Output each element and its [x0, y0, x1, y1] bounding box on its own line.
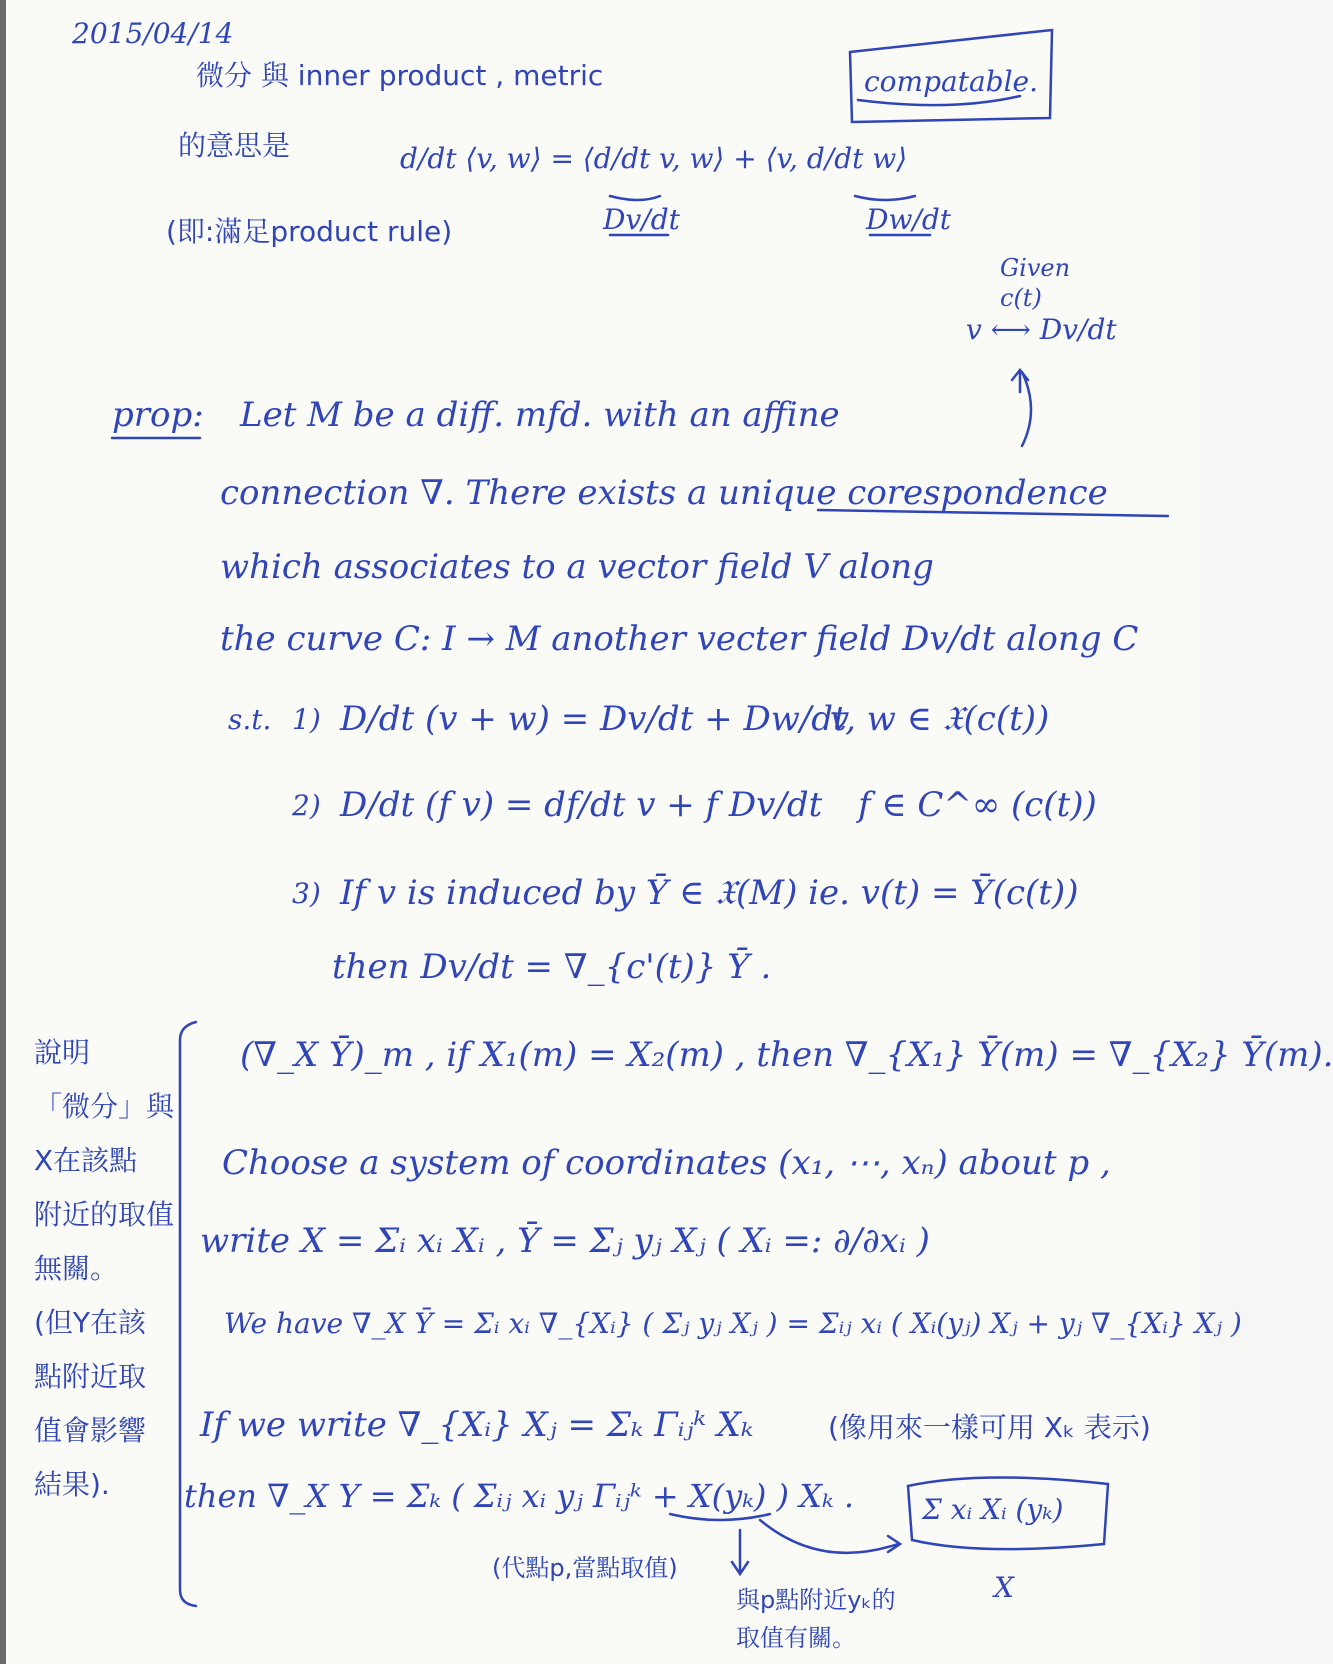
item-1-cond: v, w ∈ 𝔛(c(t))	[830, 699, 1050, 739]
item-1-num: 1)	[292, 703, 321, 736]
v-correspondence: v ⟷ Dv/dt	[966, 313, 1117, 346]
dw-dt-label: Dw/dt	[866, 203, 952, 236]
affine-bracket	[1022, 372, 1031, 446]
side-note-line: 「微分」與	[34, 1090, 175, 1123]
proof-under-x: X	[994, 1571, 1014, 1604]
proof-line-2: Choose a system of coordinates (x₁, ⋯, xₙ) about p ,	[222, 1143, 1111, 1183]
product-rule-note: (即:滿足product rule)	[166, 215, 453, 248]
side-note-line: 說明	[34, 1036, 91, 1069]
down-arrow	[732, 1530, 748, 1574]
prop-line-2: connection ∇. There exists a unique corespondence	[220, 473, 1108, 513]
proof-under-1: (代點p,當點取值)	[492, 1554, 678, 1582]
prop-line-1: Let M be a diff. mfd. with an affine	[240, 395, 840, 435]
prop-line-3: which associates to a vector field V along	[220, 547, 934, 587]
side-note-line: 點附近取	[34, 1360, 147, 1393]
page-edge	[0, 0, 6, 1664]
side-note	[34, 1026, 184, 1512]
proof-line-5-note: (像用來一樣可用 Xₖ 表示)	[828, 1411, 1151, 1444]
side-note-line: 附近的取值	[34, 1198, 175, 1231]
proof-under-2: 與p點附近yₖ的	[736, 1586, 896, 1614]
proof-line-4: We have ∇_X Ȳ = Σᵢ xᵢ ∇_{Xᵢ} ( Σⱼ yⱼ Xⱼ ) = Σᵢⱼ xᵢ ( Xᵢ(yⱼ) Xⱼ + yⱼ ∇_{Xᵢ} Xⱼ )	[224, 1307, 1242, 1340]
proof-line-3: write X = Σᵢ xᵢ Xᵢ , Ȳ = Σⱼ yⱼ Xⱼ ( Xᵢ =: ∂/∂xᵢ )	[200, 1221, 930, 1261]
prop-label: prop:	[112, 395, 204, 435]
item-1-eq: D/dt (v + w) = Dv/dt + Dw/dt	[340, 699, 847, 739]
proof-summary: Σ xᵢ Xᵢ (yₖ)	[922, 1493, 1064, 1526]
prop-line-4: the curve C: I → M another vecter field Dv/dt along C	[220, 619, 1139, 659]
underbrace-1	[610, 196, 660, 200]
ct-label: c(t)	[1000, 284, 1042, 312]
item-2-eq: D/dt (f v) = df/dt v + f Dv/dt	[340, 785, 823, 825]
given-label: Given	[1000, 254, 1071, 282]
proof-line-5: If we write ∇_{Xᵢ} Xⱼ = Σₖ Γᵢⱼᵏ Xₖ	[200, 1405, 754, 1445]
item-2-cond: f ∈ C^∞ (c(t))	[858, 785, 1097, 825]
affine-arrow	[1012, 370, 1028, 392]
product-rule-formula: d/dt ⟨v, w⟩ = ⟨d/dt v, w⟩ + ⟨v, d/dt w⟩	[400, 142, 908, 175]
item-3-num: 3)	[292, 877, 321, 910]
dv-dt-label: Dv/dt	[603, 203, 680, 236]
side-note-line: 無關。	[34, 1252, 119, 1285]
compat-word: compatable.	[864, 65, 1039, 98]
proof-under-3: 取值有關。	[736, 1624, 856, 1652]
side-note-line: (但Y在該	[34, 1306, 147, 1339]
header-line2: 的意思是	[178, 129, 291, 162]
header-line1: 微分 與 inner product , metric	[196, 59, 604, 92]
side-note-line: 值會影響	[34, 1414, 147, 1447]
proof-line-1: (∇_X Ȳ)_m , if X₁(m) = X₂(m) , then ∇_{X₁} Ȳ(m) = ∇_{X₂} Ȳ(m).	[240, 1035, 1333, 1075]
item-3-then: then Dv/dt = ∇_{c'(t)} Ȳ .	[332, 947, 772, 987]
side-note-line: X在該點	[34, 1144, 138, 1177]
side-note-line: 結果).	[34, 1468, 110, 1501]
proof-line-6: then ∇_X Y = Σₖ ( Σᵢⱼ xᵢ yⱼ Γᵢⱼᵏ + X(yₖ) ) Xₖ .	[184, 1477, 854, 1515]
curve-arrow	[760, 1520, 900, 1553]
date: 2015/04/14	[72, 17, 234, 50]
underbrace-2	[855, 196, 915, 200]
item-3-eq: If v is induced by Ȳ ∈ 𝔛(M) ie. v(t) = Ȳ(c(t))	[340, 873, 1079, 913]
item-2-num: 2)	[292, 789, 321, 822]
st-label: s.t.	[228, 703, 272, 736]
